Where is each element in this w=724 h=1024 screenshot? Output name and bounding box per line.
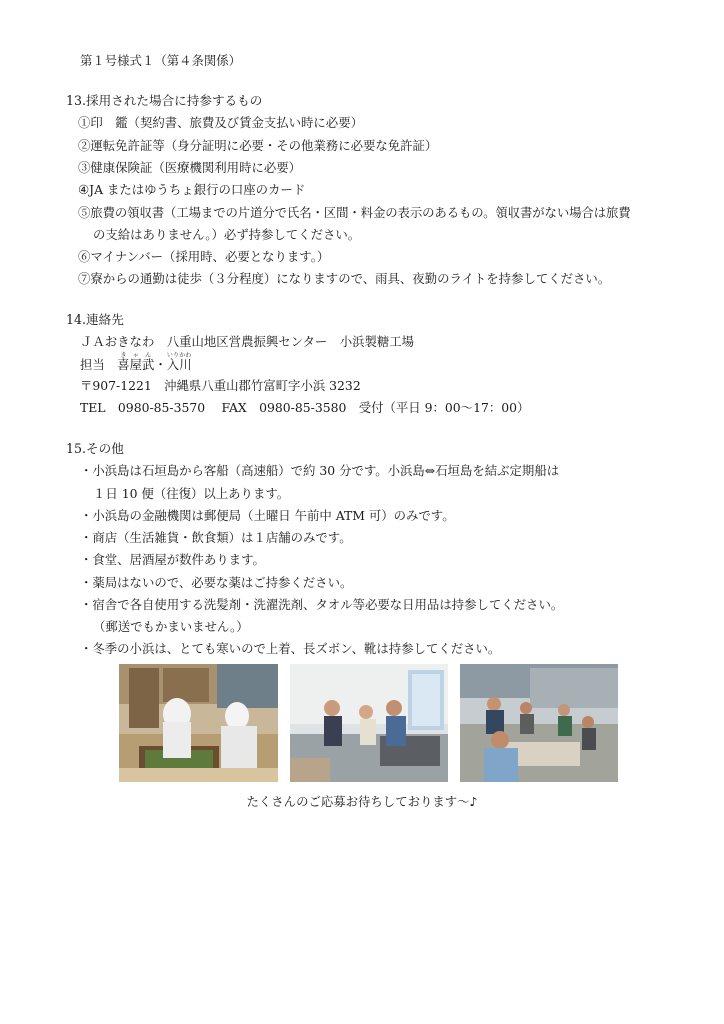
closing-message: たくさんのご応募お待ちしております〜♪ <box>246 794 478 809</box>
list-item: ①印 鑑（契約書、旅費及び賃金支払い時に必要） <box>78 115 363 130</box>
contact-address: 〒907-1221 沖縄県八重山郡竹富町字小浜 3232 <box>80 378 361 393</box>
section-15-heading: 15.その他 <box>66 441 124 456</box>
form-label: 第１号様式１（第４条関係） <box>80 53 242 68</box>
person-1-reading: きゃん <box>117 352 155 359</box>
list-item: ・食堂、居酒屋が数件あります。 <box>80 552 265 567</box>
list-item: ・商店（生活雑貨・飲食類）は１店舗のみです。 <box>80 530 352 545</box>
list-item: ④JA またはゆうちょ銀行の口座のカード <box>78 182 306 197</box>
contact-organization: ＪＡおきなわ 八重山地区営農振興センター 小浜製糖工場 <box>80 334 415 349</box>
person-2-name: 入川いりかわ <box>166 352 192 372</box>
photo-outdoor-meal <box>460 664 618 782</box>
person-1-name: 喜屋武きゃん <box>117 352 155 372</box>
list-item: ②運転免許証等（身分証明に必要・その他業務に必要な免許証） <box>78 138 438 153</box>
list-item: ⑥マイナンバー（採用時、必要となります。） <box>78 249 330 264</box>
contact-phone: TEL 0980-85-3570 FAX 0980-85-3580 受付（平日 9：00〜17：00） <box>80 400 530 415</box>
list-item-continuation: の支給はありません。）必ず持参してください。 <box>93 227 361 242</box>
contact-persons <box>80 352 192 376</box>
list-item-continuation: １日 10 便（往復）以上あります。 <box>93 486 290 501</box>
list-item: ⑦寮からの通勤は徒歩（３分程度）になりますので、雨具、夜勤のライトを持参してください。 <box>78 271 611 286</box>
list-item-continuation: （郵送でもかまいません。） <box>93 619 249 634</box>
list-item: ・小浜島は石垣島から客船（高速船）で約 30 分です。小浜島⇔石垣島を結ぶ定期船は <box>80 463 560 478</box>
list-item: ・薬局はないので、必要な薬はご持参ください。 <box>80 575 353 590</box>
contact-prefix: 担当 <box>80 357 118 372</box>
list-item: ・小浜島の金融機関は郵便局（土曜日 午前中 ATM 可）のみです。 <box>80 508 455 523</box>
photo-dormitory-room <box>290 664 448 782</box>
person-2-reading: いりかわ <box>166 352 192 359</box>
list-item: ⑤旅費の領収書（工場までの片道分で氏名・区間・料金の表示のあるもの。領収書がない場合は旅費 <box>78 205 631 220</box>
list-item: ・冬季の小浜は、とても寒いので上着、長ズボン、靴は持参してください。 <box>80 641 501 656</box>
list-item: ・宿舎で各自使用する洗髪剤・洗濯洗剤、タオル等必要な日用品は持参してください。 <box>80 597 564 612</box>
section-14-heading: 14.連絡先 <box>66 312 124 327</box>
name-separator: ・ <box>154 357 167 372</box>
photo-factory-workers <box>119 664 278 782</box>
list-item: ③健康保険証（医療機関利用時に必要） <box>78 160 302 175</box>
section-13-heading: 13.採用された場合に持参するもの <box>66 93 263 108</box>
